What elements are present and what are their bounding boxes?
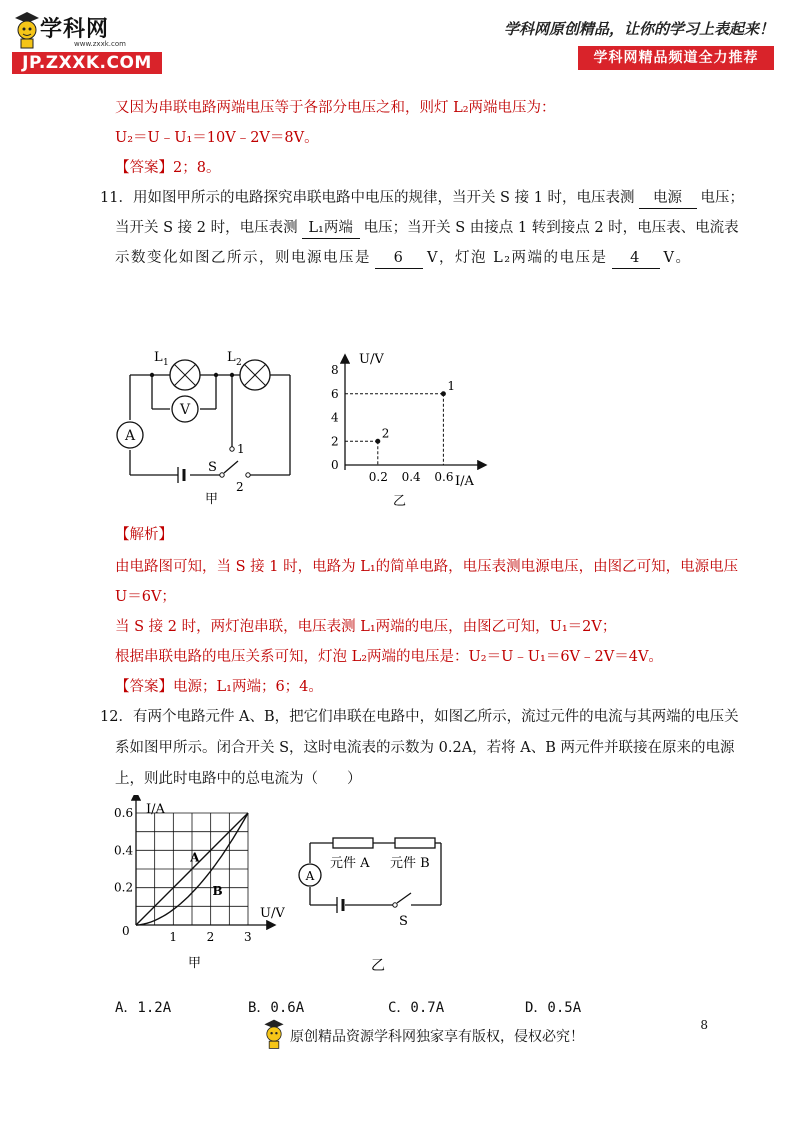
label-l1: L [154, 350, 163, 365]
q12-x-tick-label: 3 [244, 930, 252, 944]
element-a-resistor [333, 838, 373, 848]
q12-series-label: B [212, 884, 223, 899]
lamp-l2-icon [240, 360, 270, 390]
label-contact-1: 1 [237, 442, 245, 456]
prev-line-1: 又因为串联电路两端电压等于各部分电压之和，则灯 L₂两端电压为： [115, 100, 556, 116]
label-l2: L [227, 350, 236, 365]
mascot-icon [12, 10, 42, 50]
q12-iv-graph [110, 795, 290, 975]
header-slogan: 学科网原创精品，让你的学习上表起来！ [503, 20, 774, 38]
q11-y-tick-label: 4 [331, 410, 339, 425]
q11-blank-2: L₁两端 [302, 218, 360, 239]
q11-data-point [375, 439, 380, 444]
logo-sub: www.zxxk.com [74, 40, 126, 48]
q12-line-3: 上，则此时电路中的总电流为（ ） [115, 771, 362, 787]
q12-circuit-diagram [295, 825, 455, 975]
q11-text: 11．用如图甲所示的电路探究串联电路中电压的规律，当开关 S 接 1 时，电压表测 [100, 190, 635, 206]
q11-circuit-diagram [110, 345, 310, 510]
q11-analysis-line-3: 当 S 接 2 时，两灯泡串联，电压表测 L₁两端的电压，由图乙可知，U₁＝2V； [115, 619, 617, 635]
option-d[interactable]: D．0.5A [525, 1000, 582, 1016]
option-b[interactable]: B．0.6A [248, 1000, 305, 1016]
q12-y-tick-label: 0.2 [114, 880, 134, 895]
q12-x-tick-label: 1 [169, 930, 177, 944]
q11-fig-label-yi: 乙 [393, 494, 407, 509]
prev-line-2: U₂＝U﹣U₁＝10V﹣2V＝8V。 [115, 130, 319, 146]
q11-text: 示数变化如图乙所示，则电源电压是 [115, 250, 371, 266]
q11-y-tick-label: 8 [331, 363, 339, 377]
q11-point-label: 2 [381, 426, 390, 441]
q12-fig-label-jia: 甲 [188, 956, 202, 971]
q11-y-tick-label: 6 [331, 386, 339, 401]
q11-line-2 [115, 218, 739, 239]
q11-analysis-line-4: 根据串联电路的电压关系可知，灯泡 L₂两端的电压是：U₂＝U﹣U₁＝6V﹣2V＝4V。 [115, 649, 663, 665]
q12-fig-label-yi: 乙 [371, 958, 385, 974]
q11-text: 当开关 S 接 2 时，电压表测 [115, 220, 298, 236]
q12-graph-origin: 0 [122, 924, 130, 938]
q11-text: V。 [663, 250, 692, 266]
q11-line-3 [115, 248, 692, 269]
q11-x-tick-label: 0.6 [434, 470, 454, 484]
label-switch: S [208, 460, 217, 475]
ammeter-icon [117, 422, 143, 448]
page-number: 8 [700, 1018, 708, 1032]
label-l2-sub: 2 [236, 358, 242, 368]
zxxk-logo [12, 10, 162, 74]
ammeter-label: A [124, 428, 136, 444]
q11-fig-label-jia: 甲 [205, 492, 219, 507]
label-element-a: 元件 A [330, 856, 370, 871]
logo-url: JP.ZXXK.COM [12, 52, 162, 74]
q11-x-tick-label: 0.4 [401, 470, 421, 484]
q12-label-switch: S [399, 914, 408, 929]
q12-line-2: 系如图甲所示。闭合开关 S，这时电流表的示数为 0.2A，若将 A、B 两元件并联接在原来的电源 [115, 740, 735, 756]
q12-ammeter-label: A [305, 869, 315, 883]
q12-graph-xlabel: U/V [260, 906, 285, 921]
q12-y-tick-label: 0.4 [114, 843, 134, 858]
q11-text: 电压； [700, 190, 745, 206]
q11-x-tick-label: 0.2 [368, 470, 388, 484]
q11-blank-1: 电源 [639, 188, 697, 209]
logo-text: 学科网 [40, 17, 110, 42]
q12-series-label: A [190, 850, 200, 865]
q12-x-tick-label: 2 [206, 930, 215, 944]
switch-icon [393, 893, 411, 907]
label-contact-2: 2 [236, 480, 244, 494]
lamp-l1-icon [170, 360, 200, 390]
switch-icon [220, 447, 250, 477]
header-channel-banner: 学科网精品频道全力推荐 [578, 46, 774, 70]
q11-point-label: 1 [447, 378, 456, 393]
q11-blank-3: 6 [375, 248, 423, 269]
q11-uv-graph [325, 345, 495, 510]
voltmeter-label: V [179, 402, 191, 418]
q12-y-tick-label: 0.6 [114, 806, 134, 820]
option-c[interactable]: C．0.7A [388, 1000, 445, 1016]
q12-graph-ylabel: I/A [146, 802, 165, 817]
q11-data-point [441, 391, 446, 396]
ammeter-icon [299, 864, 321, 886]
q11-answer: 【答案】电源；L₁两端；6；4。 [115, 679, 323, 695]
q11-text: V，灯泡 L₂两端的电压是 [427, 250, 608, 266]
footer-copyright: 原创精品资源学科网独家享有版权，侵权必究！ [290, 1029, 584, 1045]
option-a[interactable]: A．1.2A [115, 1000, 172, 1016]
q11-y-tick-label: 0 [331, 458, 339, 472]
q11-analysis-line-2: U＝6V； [115, 589, 176, 605]
q11-y-tick-label: 2 [331, 434, 339, 449]
element-b-resistor [395, 838, 435, 848]
q11-analysis-title: 【解析】 [115, 527, 173, 543]
q11-analysis-line-1: 由电路图可知，当 S 接 1 时，电路为 L₁的简单电路，电压表测电源电压，由图乙可知，电源电压 [115, 559, 739, 575]
q11-graph-plot [331, 356, 485, 484]
label-l1-sub: 1 [163, 358, 169, 368]
q12-graph-plot [114, 795, 274, 944]
q12-line-1: 12．有两个电路元件 A、B，把它们串联在电路中，如图乙所示，流过元件的电流与其两端的电压关 [100, 709, 739, 725]
q11-line-1 [100, 188, 744, 209]
footer-mascot-icon [262, 1018, 286, 1050]
q11-text: 电压；当开关 S 由接点 1 转到接点 2 时，电压表、电流表 [363, 220, 739, 236]
label-element-b: 元件 B [390, 856, 430, 871]
q11-graph-xlabel: I/A [455, 474, 474, 489]
voltmeter-icon [172, 396, 198, 422]
prev-answer: 【答案】2；8。 [115, 160, 221, 176]
q11-graph-ylabel: U/V [359, 352, 384, 367]
q11-blank-4: 4 [612, 248, 660, 269]
